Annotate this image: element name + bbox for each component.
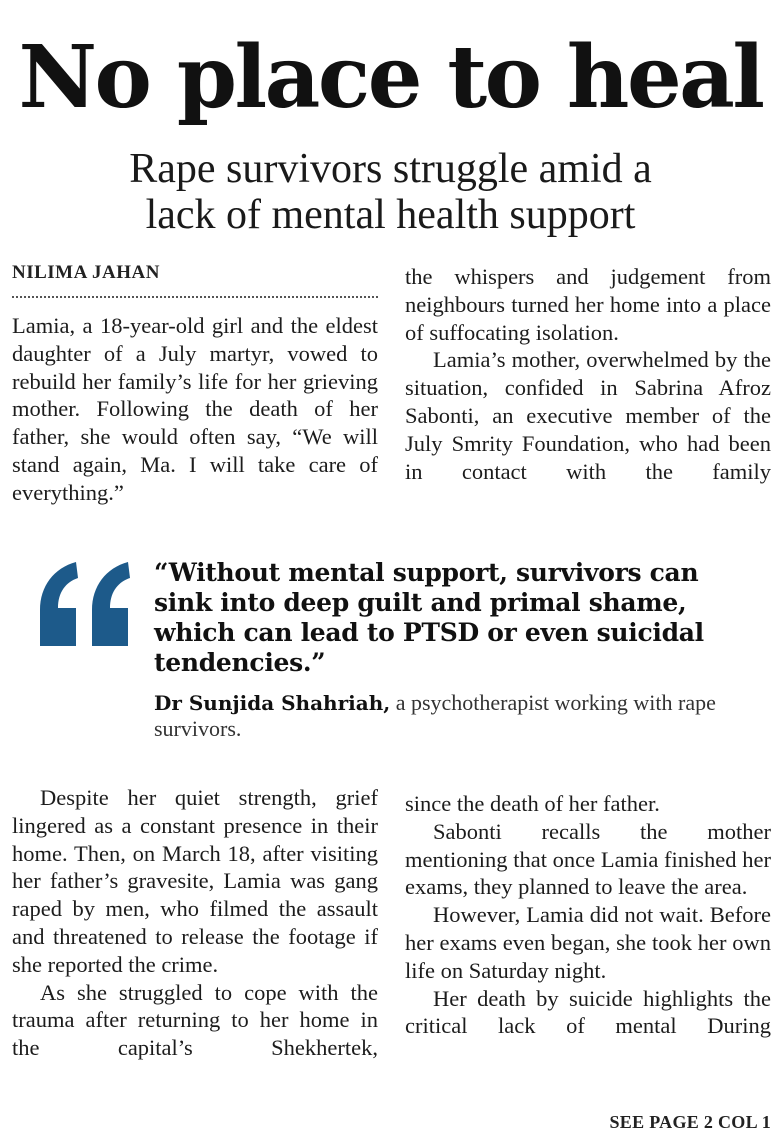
- paragraph: Her death by suicide highlights the critical lack of mental During: [405, 985, 771, 1039]
- paragraph: However, Lamia did not wait. Before her exams even began, she took her own life on Saturday night.: [405, 902, 771, 983]
- article-column-3: [12, 784, 378, 1062]
- article-column-2: [405, 263, 771, 485]
- paragraph: Lamia, a 18-year-old girl and the eldest daughter of a July martyr, vowed to rebuild her family’s life for her grieving mother. Following the death of her father, she would often say, “We will stand again, Ma. I will take care of everything.”: [12, 313, 378, 505]
- paragraph: Sabonti recalls the mother mentioning that once Lamia finished her exams, they planned to leave the area.: [405, 818, 771, 900]
- attribution-role: a psychotherapist working with rape survivors.: [154, 690, 716, 741]
- subheadline-line-1: Rape survivors struggle amid a: [129, 146, 652, 192]
- article-column-4: [405, 790, 771, 1040]
- quotation-mark-icon: [36, 558, 132, 654]
- paragraph: Despite her quiet strength, grief lingered as a constant presence in their home. Then, on March 18, after visiting her father’s gravesite, Lamia was gang raped by men, who filmed the assault and threatened to release the footage if she reported the crime.: [12, 785, 378, 977]
- byline-divider: [12, 296, 378, 298]
- pull-quote-attribution: [154, 690, 734, 742]
- continuation-link[interactable]: SEE PAGE 2 COL 1: [609, 1112, 771, 1132]
- paragraph: Lamia’s mother, overwhelmed by the situation, confided in Sabrina Afroz Sabonti, an executive member of the July Smrity Foundation, who had been in contact with the family: [405, 347, 771, 484]
- paragraph: since the death of her father.: [405, 791, 660, 816]
- paragraph: As she struggled to cope with the trauma after returning to her home in the capital’s Shekhertek,: [12, 979, 378, 1061]
- paragraph: the whispers and judgement from neighbours turned her home into a place of suffocating isolation.: [405, 264, 771, 345]
- attribution-name: Dr Sunjida Shahriah,: [154, 691, 391, 715]
- subheadline-line-2: lack of mental health support: [145, 192, 636, 238]
- article-column-1: [12, 312, 378, 507]
- subheadline: [0, 146, 781, 238]
- byline: NILIMA JAHAN: [12, 262, 160, 283]
- headline: No place to heal: [18, 27, 763, 128]
- pull-quote: “Without mental support, survivors can sink into deep guilt and primal shame, which can lead to PTSD or even suicidal tendencies.”: [154, 558, 704, 677]
